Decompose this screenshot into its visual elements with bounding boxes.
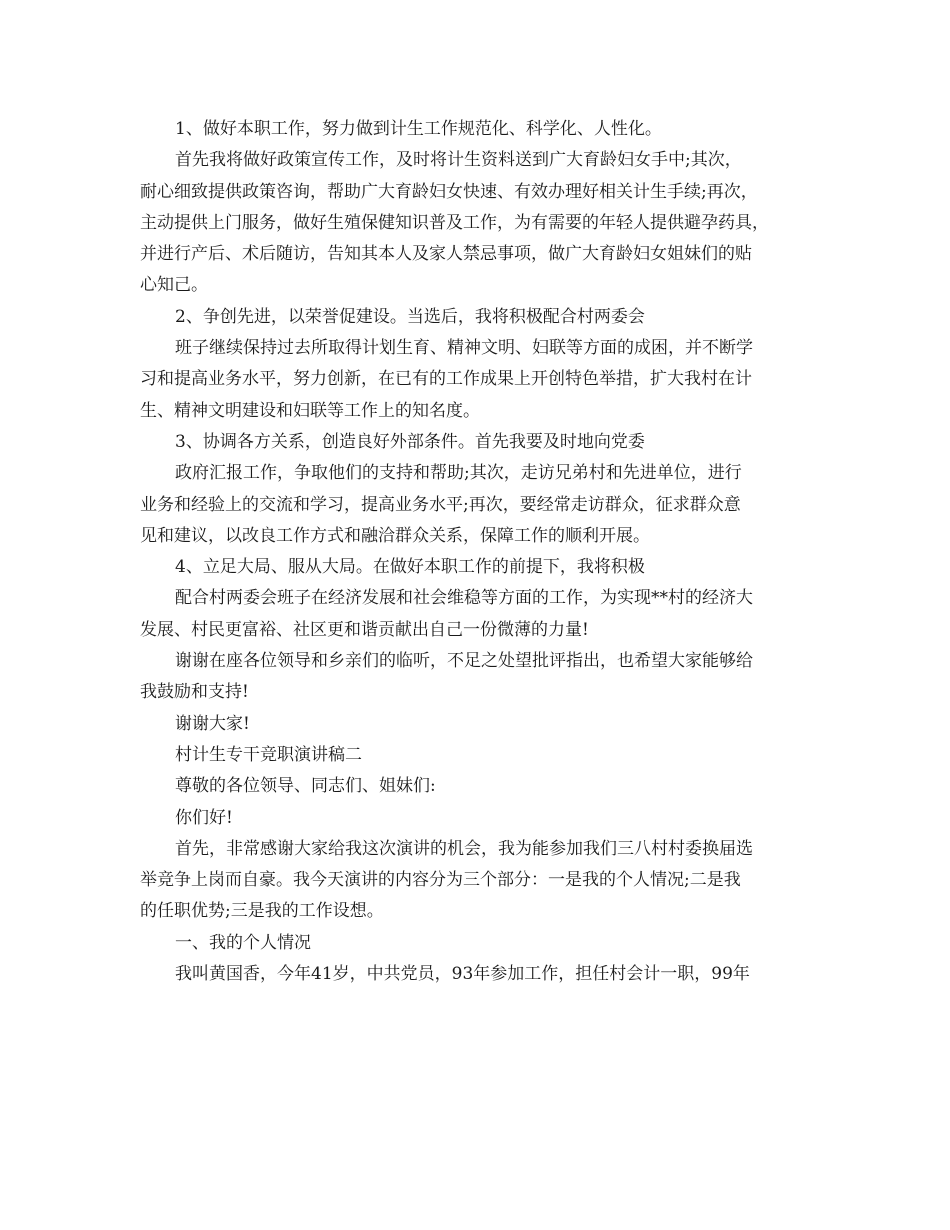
salutation: 尊敬的各位领导、同志们、姐妹们: (175, 776, 436, 797)
text-line-8: 班子继续保持过去所取得计划生育、精神文明、妇联等方面的成困，并不断学 (175, 338, 753, 359)
text-line-24: 首先，非常感谢大家给我这次演讲的机会，我为能参加我们三八村村委换届选 (175, 838, 753, 859)
text-line-9: 习和提高业务水平，努力创新，在已有的工作成果上开创特色举措，扩大我村在计 (140, 369, 752, 390)
text-line-18: 谢谢在座各位领导和乡亲们的临听，不足之处望批评指出，也希望大家能够给 (175, 651, 753, 672)
text-line-6: 心知己。 (140, 275, 208, 296)
text-line-4: 主动提供上门服务，做好生殖保健知识普及工作，为有需要的年轻人提供避孕药具， (140, 212, 769, 233)
text-line-3: 耐心细致提供政策咨询，帮助广大育龄妇女快速、有效办理好相关计生手续;再次， (140, 181, 758, 202)
text-line-7: 2、争创先进，以荣誉促建设。当选后，我将积极配合村两委会 (175, 306, 645, 327)
greeting: 你们好! (175, 807, 233, 828)
text-line-12: 政府汇报工作，争取他们的支持和帮助;其次，走访兄弟村和先进单位，进行 (175, 463, 742, 484)
text-line-2: 首先我将做好政策宣传工作，及时将计生资料送到广大育龄妇女手中;其次， (175, 150, 742, 171)
text-line-26: 的任职优势;三是我的工作设想。 (140, 901, 384, 922)
text-line-5: 并进行产后、术后随访，告知其本人及家人禁忌事项，做广大育龄妇女姐妹们的贴 (140, 244, 752, 265)
document-body (140, 114, 820, 990)
text-line-13: 业务和经验上的交流和学习，提高业务水平;再次，要经常走访群众，征求群众意 (140, 494, 741, 515)
text-line-14: 见和建议，以改良工作方式和融洽群众关系，保障工作的顺利开展。 (140, 525, 650, 546)
text-line-16: 配合村两委会班子在经济发展和社会维稳等方面的工作，为实现**村的经济大 (175, 588, 753, 609)
text-line-20: 谢谢大家! (175, 713, 250, 734)
section-title: 村计生专干竞职演讲稿二 (175, 744, 362, 765)
text-line-25: 举竞争上岗而自豪。我今天演讲的内容分为三个部分：一是我的个人情况;二是我 (140, 870, 741, 891)
text-line-1: 1、做好本职工作，努力做到计生工作规范化、科学化、人性化。 (175, 119, 662, 139)
text-line-11: 3、协调各方关系，创造良好外部条件。首先我要及时地向党委 (175, 431, 645, 452)
text-line-28: 我叫黄国香，今年41岁，中共党员，93年参加工作，担任村会计一职，99年 (175, 964, 750, 985)
text-line-17: 发展、村民更富裕、社区更和谐贡献出自己一份微薄的力量! (140, 619, 589, 640)
text-line-19: 我鼓励和支持! (140, 682, 249, 703)
text-line-15: 4、立足大局、服从大局。在做好本职工作的前提下，我将积极 (175, 557, 645, 578)
text-line-10: 生、精神文明建设和妇联等工作上的知名度。 (140, 400, 480, 421)
subsection-heading: 一、我的个人情况 (175, 932, 311, 953)
